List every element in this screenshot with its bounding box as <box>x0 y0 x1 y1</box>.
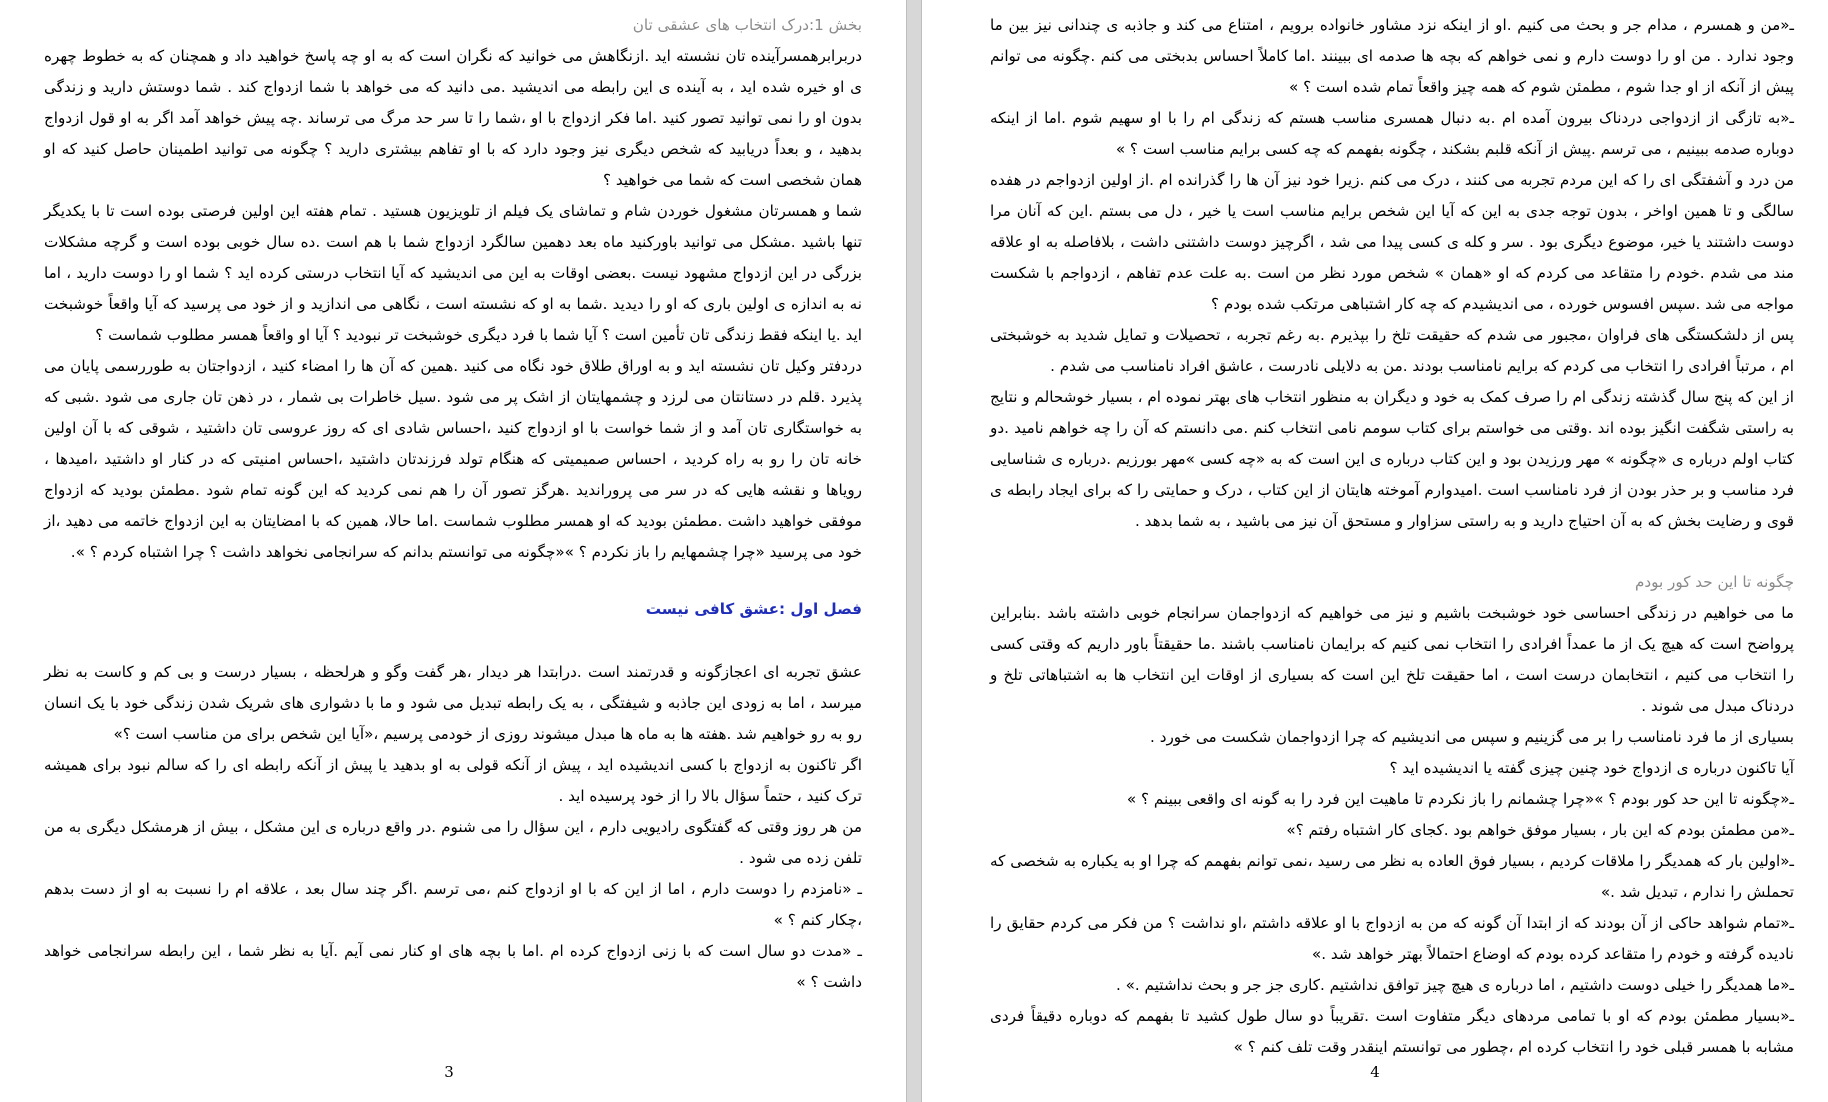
paragraph: ما می خواهیم در زندگی احساسی خود خوشبخت باشیم و نیز می خواهیم که ازدواجمان سرانجام خوبی داشته باشد .بنابراین پرواضح است که هیچ یک از ما عمداً افرادی را انتخاب نمی کنیم که برایمان نامناسب باشند .ما حقیقتاً باور داریم که وقتی کسی را انتخاب می کنیم ، انتخابمان درست است ، اما حقیقت تلخ این است که بسیاری از اوقات این انتخاب ها به اشتباهاتی تلخ و دردناک مبدل می شوند . <box>990 604 1794 715</box>
paragraph: ـ«بسیار مطمئن بودم که او با تمامی مردهای دیگر متفاوت است .تقریباً دو سال طول کشید تا بفهمم که دوباره دقیقاً فردی مشابه با همسر قبلی خود را انتخاب کرده ام ،چطور می توانستم اینقدر وقت تلف کنم ؟ » <box>990 1007 1794 1056</box>
paragraph: دردفتر وکیل تان نشسته اید و به اوراق طلاق خود نگاه می کنید .همین که آن ها را امضاء کنید ، ازدواجتان به طوررسمی پایان می پذیرد .قلم در دستانتان می لرزد و چشمهایتان از اشک پر می شود .سیل خاطرات بی شمار ، در ذهن تان جاری می شود .شبی که به خواستگاری تان آمد و از شما خواست با او ازدواج کنید ،احساس شادی ای که روز عروسی تان داشتید ، شوقی که با آن اولین خانه تان را رو به راه کردید ، احساس صمیمیتی که هنگام تولد فرزندتان داشتید ،احساس امنیتی که در کنار او داشتید ،امیدها ، رویاها و نقشه هایی که در سر می پروراندید .هرگز تصور آن را هم نمی کردید که این گونه تمام شود .مطمئن بودید که ازدواج موفقی خواهید داشت .مطمئن بودید که او همسر مطلوب شماست .اما حالا، همین که با امضایتان به این ازدواج خاتمه می دهید ،از خود می پرسید «چرا چشمهایم را باز نکردم ؟ »«چگونه می توانستم بدانم که سرانجامی نخواهد داشت ؟ چرا اشتباه کردم ؟ ». <box>44 357 862 561</box>
page-number: 3 <box>444 1063 454 1081</box>
paragraph: من درد و آشفتگی ای را که این مردم تجربه می کنند ، درک می کنم .زیرا خود نیز آن ها را گذرانده ام .از اولین ازدواجم در هفده سالگی و تا همین اواخر ، بدون توجه جدی به این که آیا این شخص برایم مناسب است یا خیر ، دل می بستم .این که آنان مرا دوست داشتند یا خیر، موضوع دیگری بود . سر و کله ی کسی پیدا می شد ، اگرچیز دوست داشتنی داشت ، بلافاصله به او علاقه مند می شدم .خودم را متقاعد می کردم که او «همان » شخص مورد نظر من است .به علت عدم تفاهم ، ازدواجم با شکست مواجه می شد .سپس افسوس خورده ، می اندیشیدم که چه کار اشتباهی مرتکب شده بودم ؟ <box>990 171 1794 313</box>
paragraph: شما و همسرتان مشغول خوردن شام و تماشای یک فیلم از تلویزیون هستید . تمام هفته این اولین فرصتی بوده است تا با یکدیگر تنها باشید .مشکل می توانید باورکنید ماه بعد دهمین سالگرد ازدواج شما با هم است .ده سال خوبی بوده است و گرچه مشکلات بزرگی در این ازدواج مشهود نیست .بعضی اوقات به این می اندیشید که آیا انتخاب درستی کرده اید ؟ شما او را دوست دارید ، اما نه به اندازه ی اولین باری که او را دیدید .شما به او که نشسته است ، نگاهی می اندازید و از خود می پرسید که آیا واقعاً خوشبخت اید .یا اینکه فقط زندگی تان تأمین است ؟ آیا شما با فرد دیگری خوشبخت تر نبودید ؟ آیا او واقعاً همسر مطلوب شماست ؟ <box>44 202 862 344</box>
paragraph: ـ«به تازگی از ازدواجی دردناک بیرون آمده ام .به دنبال همسری مناسب هستم که زندگی ام را با او سهیم شوم .اما از اینکه دوباره صدمه ببینیم ، می ترسم .پیش از آنکه قلبم بشکند ، چگونه بفهمم که چه کسی برایم مناسب است ؟ » <box>990 109 1794 158</box>
page-3-content <box>44 10 862 998</box>
paragraph: از این که پنج سال گذشته زندگی ام را صرف کمک به خود و دیگران به منظور انتخاب های بهتر نموده ام ، بسیار خوشحالم و نتایج به راستی شگفت انگیز بوده اند .وقتی می خواستم برای کتاب سومم نامی انتخاب کنم .می دانستم که آن را چه خواهم نامید .دو کتاب اولم درباره ی «چگونه » مهر ورزیدن بود و این کتاب درباره ی این است که به «چه کسی »مهر بورزیم .درباره ی شناسایی فرد مناسب و بر حذر بودن از فرد نامناسب است .امیدوارم آموخته هایتان از این کتاب ، درک و حمایتی را که برای ایجاد رابطه ی قوی و رضایت بخش که به آن احتیاج دارید و به راستی سزاوار و مستحق آن نیز می باشید ، به شما بدهد . <box>990 388 1794 530</box>
paragraph: ـ«اولین بار که همدیگر را ملاقات کردیم ، بسیار فوق العاده به نظر می رسید ،نمی توانم بفهمم که چرا او به یکباره به شخصی که تحملش را ندارم ، تبدیل شد .» <box>990 852 1794 901</box>
paragraph: ـ«تمام شواهد حاکی از آن بودند که از ابتدا آن گونه که من به ازدواج با او علاقه داشتم ،او نداشت ؟ من فکر می کردم حقایق را نادیده گرفته و خودم را متقاعد کرده بودم که اوضاع احتمالاً بهتر خواهد شد .» <box>990 914 1794 963</box>
paragraph: عشق تجربه ای اعجازگونه و قدرتمند است .درابتدا هر دیدار ،هر گفت وگو و هرلحظه ، بسیار درست و بی کم و کاست به نظر میرسد ، اما به زودی این جاذبه و شیفتگی ، به یک رابطه تبدیل می شود و ما با دشواری های شریک شدن زندگی خود با یک انسان رو به رو خواهیم شد .هفته ها به ماه ها مبدل میشوند روزی از خودمی پرسیم ،«آیا این شخص برای من مناسب است ؟» <box>44 663 862 743</box>
paragraph: آیا تاکنون درباره ی ازدواج خود چنین چیزی گفته یا اندیشیده اید ؟ <box>1389 759 1794 777</box>
paragraph: ـ«چگونه تا این حد کور بودم ؟ »«چرا چشمانم را باز نکردم تا ماهیت این فرد را به گونه ای واقعی ببینم ؟ » <box>1126 790 1794 808</box>
paragraph: ـ «نامزدم را دوست دارم ، اما از این که با او ازدواج کنم ،می ترسم .اگر چند سال بعد ، علاقه ام را نسبت به او از دست بدهم ،چکار کنم ؟ » <box>44 880 862 929</box>
paragraph: ـ«من و همسرم ، مدام جر و بحث می کنیم .او از اینکه نزد مشاور خانواده برویم ، امتناع می کند و جاذبه ی چندانی نیز بین ما وجود ندارد . من او را دوست دارم و نمی خواهم که بچه ها صدمه ای ببینند .اما کاملاً احساس بدبختی می کنم .چگونه می توانم پیش از آنکه از او جدا شوم ، مطمئن شوم که همه چیز واقعاً تمام شده است ؟ » <box>990 16 1794 96</box>
section-header: بخش 1:درک انتخاب های عشقی تان <box>632 16 862 34</box>
paragraph: ـ«من مطمئن بودم که این بار ، بسیار موفق خواهم بود .کجای کار اشتباه رفتم ؟» <box>1286 821 1794 839</box>
paragraph: دربرابرهمسرآینده تان نشسته اید .ازنگاهش می خوانید که نگران است که به او چه پاسخ خواهید داد و همچنان که به خطوط چهره ی او خیره شده اید ، به آینده ی این رابطه می اندیشید .می دانید که می خواهد با شما ازدواج کند . شما دوستش دارید و زندگی بدون او را نمی توانید تصور کنید .اما فکر ازدواج با او ،شما را تا سر حد مرگ می ترساند .چه پیش خواهد آمد اگر به او قول ازدواج بدهید ، و بعداً دریابید که شخص دیگری نیز وجود دارد که با او تفاهم بیشتری دارید ؟ چگونه می توانید اطمینان حاصل کنید که او همان شخصی است که شما می خواهید ؟ <box>44 47 862 189</box>
subheading: چگونه تا این حد کور بودم <box>1634 573 1794 591</box>
paragraph: پس از دلشکستگی های فراوان ،مجبور می شدم که حقیقت تلخ را بپذیرم .به رغم تجربه ، تحصیلات و تمایل شدید به خوشبختی ام ، مرتباً افرادی را انتخاب می کردم که برایم نامناسب بودند .من به دلایلی نادرست ، عاشق افراد نامناسب می شدم . <box>990 326 1794 375</box>
page-4 <box>922 0 1828 1102</box>
page-4-content <box>990 10 1794 1063</box>
paragraph: ـ«ما همدیگر را خیلی دوست داشتیم ، اما درباره ی هیچ چیز توافق نداشتیم .کاری جز جر و بحث نداشتیم .» . <box>1115 976 1794 994</box>
page-number: 4 <box>1370 1063 1380 1081</box>
paragraph: بسیاری از ما فرد نامناسب را بر می گزینیم و سپس می اندیشیم که چرا ازدواجمان شکست می خورد . <box>1150 728 1794 746</box>
paragraph: اگر تاکنون به ازدواج با کسی اندیشیده اید ، پیش از آنکه قولی به او بدهید یا پیش از آنکه رابطه ای را که سالم نبود برای همیشه ترک کنید ، حتماً سؤال بالا را از خود پرسیده اید . <box>44 756 862 805</box>
paragraph: من هر روز وقتی که گفتگوی رادیویی دارم ، این سؤال را می شنوم .در واقع درباره ی این مشکل ، بیش از هرمشکل دیگری به من تلفن زده می شود . <box>44 818 862 867</box>
paragraph: ـ «مدت دو سال است که با زنی ازدواج کرده ام .اما با بچه های او کنار نمی آیم .آیا به نظر شما ، این رابطه سرانجامی خواهد داشت ؟ » <box>44 942 862 991</box>
page-gutter <box>906 0 922 1102</box>
page-3 <box>0 0 906 1102</box>
chapter-title: فصل اول :عشق کافی نیست <box>645 600 862 618</box>
